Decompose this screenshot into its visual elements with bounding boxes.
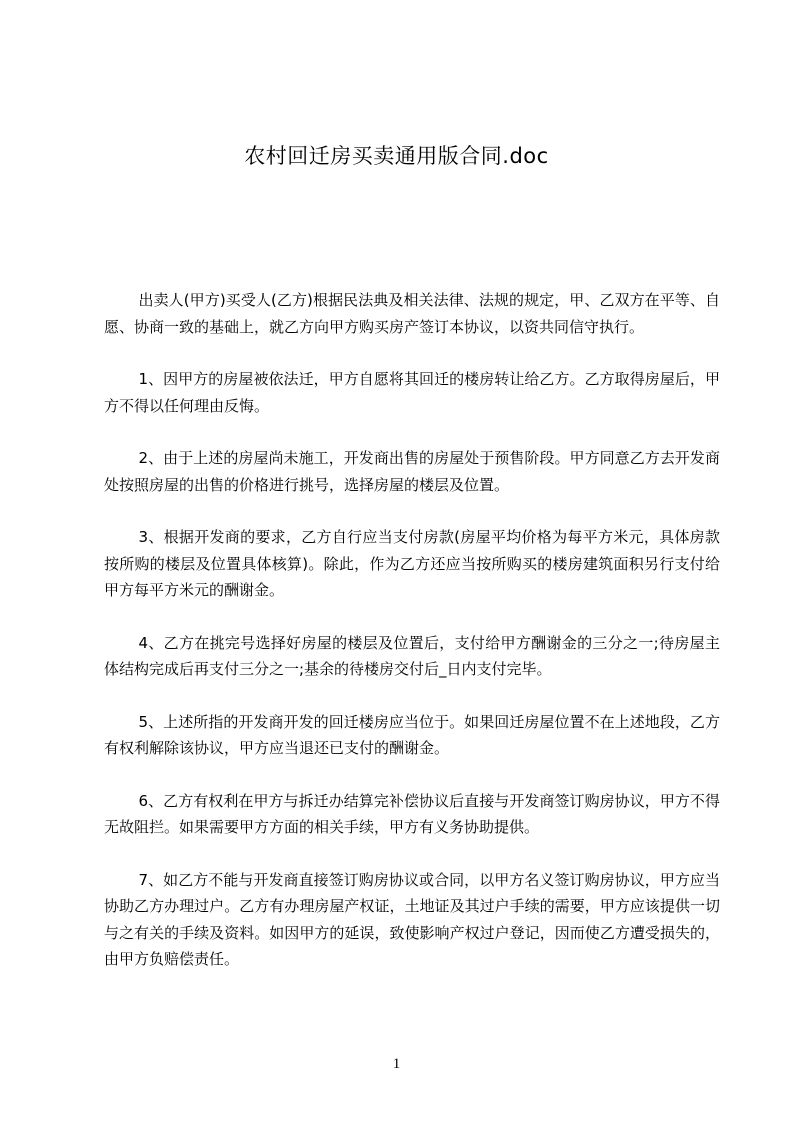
paragraph-clause-7: 7、如乙方不能与开发商直接签订购房协议或合同，以甲方名义签订购房协议，甲方应当协助乙方办理过户。乙方有办理房屋产权证，土地证及其过户手续的需要，甲方应该提供一切与之有关的手续及资料。如因甲方的延误，致使影响产权过户登记，因而使乙方遭受损失的，由甲方负赔偿责任。 [104, 870, 720, 968]
paragraph-clause-5: 5、上述所指的开发商开发的回迁楼房应当位于。如果回迁房屋位置不在上述地段，乙方有权利解除该协议，甲方应当退还已支付的酬谢金。 [104, 712, 720, 757]
paragraph-clause-4: 4、乙方在挑完号选择好房屋的楼层及位置后，支付给甲方酬谢金的三分之一;待房屋主体结构完成后再支付三分之一;基余的待楼房交付后_日内支付完毕。 [104, 633, 720, 678]
document-body [104, 287, 720, 999]
paragraph-clause-2: 2、由于上述的房屋尚未施工，开发商出售的房屋处于预售阶段。甲方同意乙方去开发商处按照房屋的出售的价格进行挑号，选择房屋的楼层及位置。 [104, 449, 720, 494]
paragraph-clause-1: 1、因甲方的房屋被依法迁，甲方自愿将其回迁的楼房转让给乙方。乙方取得房屋后，甲方不得以任何理由反悔。 [104, 370, 720, 415]
paragraph-preamble: 出卖人(甲方)买受人(乙方)根据民法典及相关法律、法规的规定，甲、乙双方在平等、自愿、协商一致的基础上，就乙方向甲方购买房产签订本协议，以资共同信守执行。 [104, 291, 720, 336]
paragraph-clause-6: 6、乙方有权利在甲方与拆迁办结算完补偿协议后直接与开发商签订购房协议，甲方不得无故阻拦。如果需要甲方方面的相关手续，甲方有义务协助提供。 [104, 791, 720, 836]
page-number: 1 [392, 1056, 401, 1072]
document-title: 农村回迁房买卖通用版合同.doc [244, 144, 549, 168]
paragraph-clause-3: 3、根据开发商的要求，乙方自行应当支付房款(房屋平均价格为每平方米元，具体房款按所购的楼层及位置具体核算)。除此，作为乙方还应当按所购买的楼房建筑面积另行支付给甲方每平方米元的酬谢金。 [104, 528, 720, 599]
